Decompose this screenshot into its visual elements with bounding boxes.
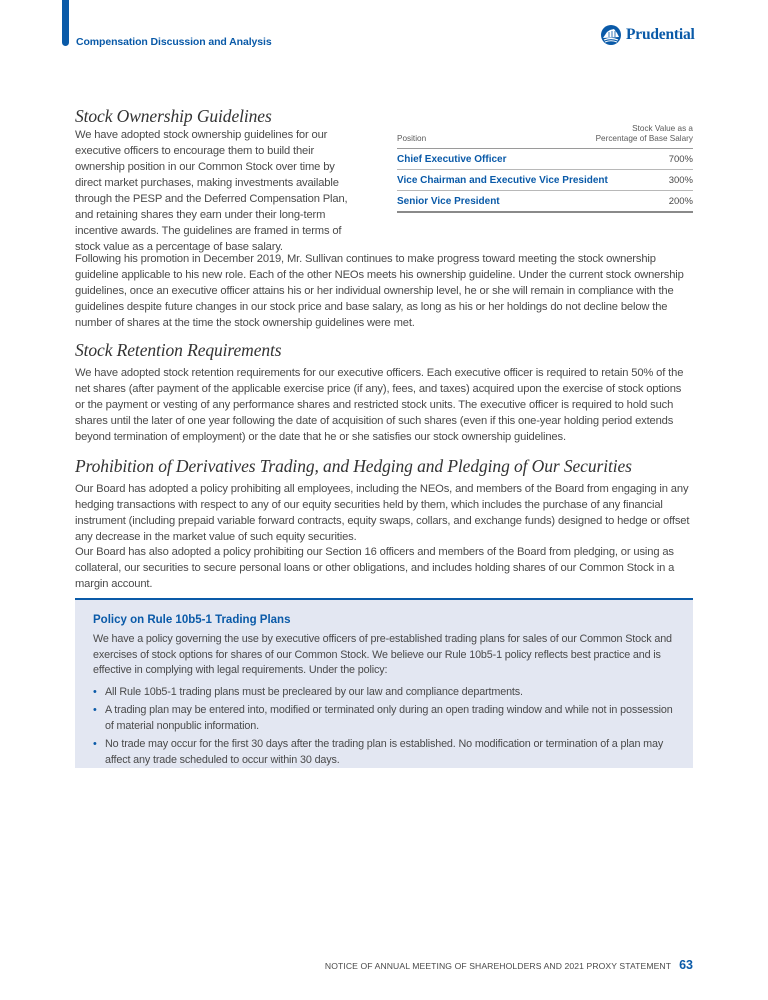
value-cell: 700% xyxy=(668,153,693,165)
prohibition-para-2: Our Board has also adopted a policy prohibiting our Section 16 officers and members of the Board from pledging, or using as collateral, our securities to secure personal loans or other obligations, and includes holding shares of our Common Stock in a margin account. xyxy=(75,546,675,590)
prohibition-para-1: Our Board has adopted a policy prohibiting all employees, including the NEOs, and members of the Board from engaging in any hedging transactions with respect to any of our equity securities held by them, which includes the purchase of any financial instrument (including prepaid variable forward contracts, equity swaps, collars, and exchange funds) designed to hedge or offset any decrease in the market value of such equity securities. xyxy=(75,483,690,543)
bullet-icon: • xyxy=(93,685,97,698)
logo-wordmark: Prudential xyxy=(626,26,695,43)
page-footer xyxy=(325,958,693,972)
heading-stock-retention: Stock Retention Requirements xyxy=(75,340,282,360)
retention-body: We have adopted stock retention requirements for our executive officers. Each executive officer is required to retain 50% of the net shares (after payment of the applicable exercise price (if any), fees, and taxes) acquired upon the exercise of stock options or the payment or vesting of any performance shares and restricted stock units. The executive officer is required to hold such shares until the later of one year following the date of acquisition of such shares (even if this one-year holding period extends beyond termination of employment) or the date that he or she satisfies our stock ownership guidelines. xyxy=(75,367,684,443)
table-row xyxy=(397,191,693,213)
ownership-followup: Following his promotion in December 2019, Mr. Sullivan continues to make progress toward meeting the stock ownership guideline applicable to his new role. Each of the other NEOs meets his ownership guideline. Under the current stock ownership guidelines, once an executive officer attains his or her individual ownership level, he or she will remain in compliance with the guidelines despite future changes in our stock price and base salary, as long as his or her holdings do not decline below the number of shares at the time the stock ownership guidelines were met. xyxy=(75,253,684,329)
footer-document-title: NOTICE OF ANNUAL MEETING OF SHAREHOLDERS AND 2021 PROXY STATEMENT xyxy=(324,961,672,971)
column-header-stock-value: Stock Value as a Percentage of Base Salary xyxy=(595,124,693,143)
ownership-guidelines-table xyxy=(397,124,693,213)
list-item: • All Rule 10b5-1 trading plans must be precleared by our law and compliance departments. xyxy=(93,685,675,701)
heading-stock-ownership: Stock Ownership Guidelines xyxy=(75,106,272,126)
callout-body: We have a policy governing the use by executive officers of pre-established trading plans for sales of our Common Stock and exercises of stock options for shares of our Common Stock. We believe our Rule 10b5-1 policy reflects best practice and is effective in complying with legal requirements. Under the policy: xyxy=(93,633,672,676)
rock-of-gibraltar-icon xyxy=(600,24,622,46)
prudential-logo xyxy=(600,24,695,46)
value-cell: 300% xyxy=(668,174,693,186)
list-item: • No trade may occur for the first 30 days after the trading plan is established. No modification or termination of a plan may affect any trade scheduled to occur within 30 days. xyxy=(93,738,664,766)
table-header xyxy=(397,124,693,149)
header-accent-bar xyxy=(62,0,69,46)
ownership-intro: We have adopted stock ownership guidelines for our executive officers to encourage them to build their ownership position in our Common Stock over time by direct market purchases, making investments available through the PESP and the Deferred Compensation Plan, and retaining shares they earn under their long-term incentive awards. The guidelines are framed in terms of stock value as a percentage of base salary. xyxy=(75,129,348,253)
value-cell: 200% xyxy=(668,195,693,207)
position-cell: Chief Executive Officer xyxy=(397,153,507,165)
table-row xyxy=(397,149,693,170)
bullet-icon: • xyxy=(93,704,97,716)
position-cell: Vice Chairman and Executive Vice President xyxy=(397,174,608,186)
trading-plans-callout xyxy=(75,598,693,768)
page-number: 63 xyxy=(679,958,693,972)
list-item: • A trading plan may be entered into, modified or terminated only during an open trading window and while not in possession of material nonpublic information. xyxy=(93,704,673,732)
bullet-icon: • xyxy=(93,738,97,750)
table-row xyxy=(397,170,693,191)
callout-bullet-list xyxy=(93,685,675,769)
position-cell: Senior Vice President xyxy=(397,195,500,207)
callout-title: Policy on Rule 10b5-1 Trading Plans xyxy=(93,614,291,626)
column-header-position: Position xyxy=(397,134,427,143)
heading-prohibition: Prohibition of Derivatives Trading, and Hedging and Pledging of Our Securities xyxy=(75,456,632,476)
section-label: Compensation Discussion and Analysis xyxy=(76,36,272,48)
